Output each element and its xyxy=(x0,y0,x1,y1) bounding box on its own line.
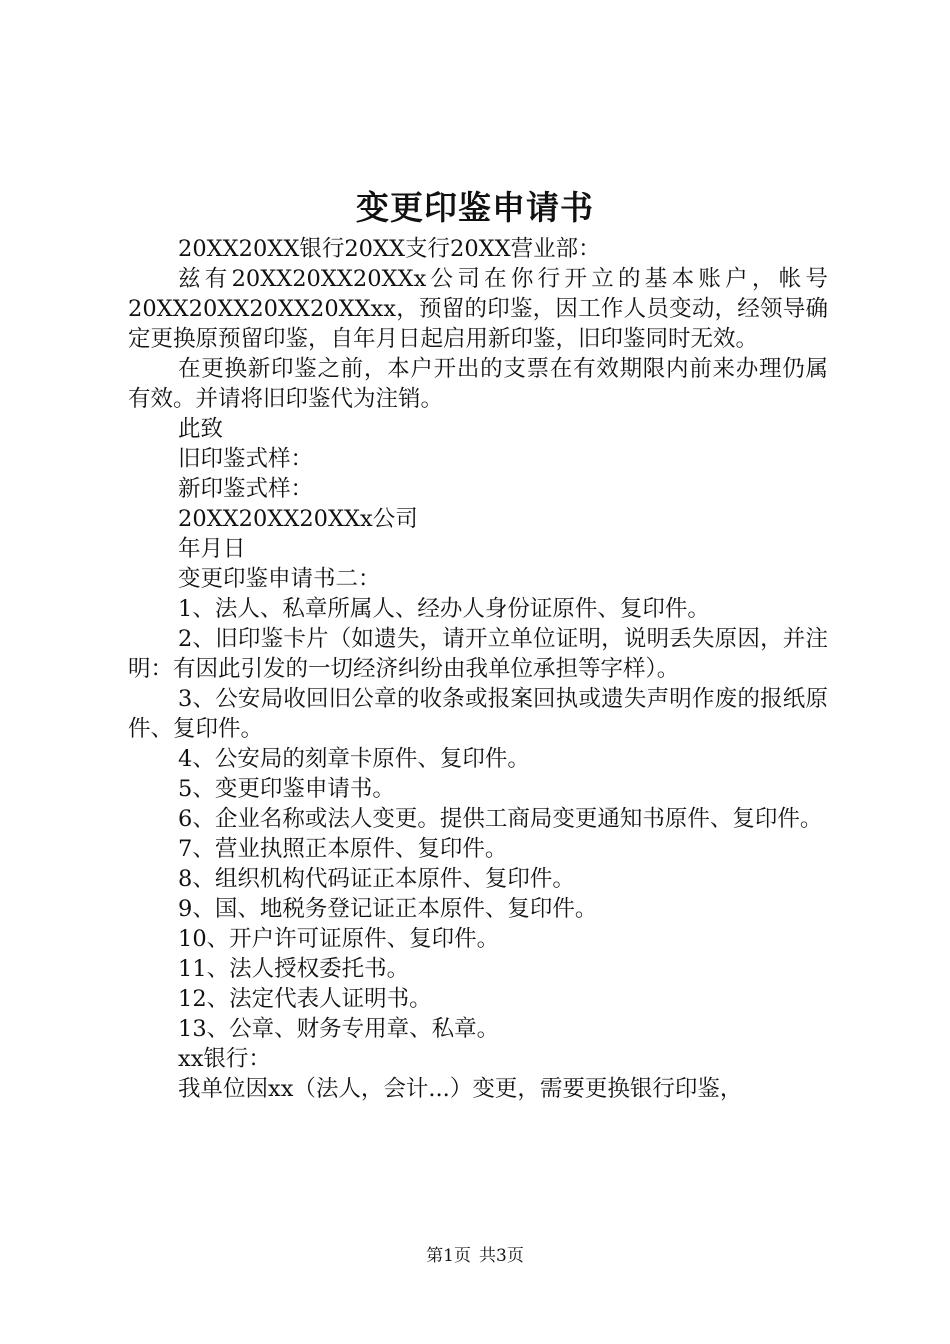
list-item: 4、公安局的刻章卡原件、复印件。 xyxy=(178,746,530,772)
page-number: 第1页 xyxy=(426,1246,471,1266)
page-footer xyxy=(0,1244,950,1268)
company-signature: 20XX20XX20XXx公司 xyxy=(178,506,418,532)
list-item: 5、变更印鉴申请书。 xyxy=(178,776,395,802)
list-item: 10、开户许可证原件、复印件。 xyxy=(178,926,500,952)
list-item: 2、旧印鉴卡片（如遗失，请开立单位证明，说明丢失原因，并注明：有因此引发的一切经济纠纷由我单位承担等字样）。 xyxy=(128,626,828,682)
list-item: 1、法人、私章所属人、经办人身份证原件、复印件。 xyxy=(178,596,710,622)
list-item: 3、公安局收回旧公章的收条或报案回执或遗失声明作废的报纸原件、复印件。 xyxy=(128,686,828,742)
list-item: 6、企业名称或法人变更。提供工商局变更通知书原件、复印件。 xyxy=(178,806,823,832)
new-seal-sample-label: 新印鉴式样： xyxy=(178,476,314,502)
old-seal-sample-label: 旧印鉴式样： xyxy=(178,446,314,472)
paragraph-change-notice: 我单位因xx（法人，会计...）变更，需要更换银行印鉴， xyxy=(178,1076,743,1102)
bank-addressee: xx银行： xyxy=(178,1046,271,1072)
page-total: 共3页 xyxy=(479,1246,524,1266)
paragraph-request: 兹有20XX20XX20XXx公司在你行开立的基本账户，帐号20XX20XX20XX20XXxx，预留的印鉴，因工作人员变动，经领导确定更换原预留印鉴，自年月日起启用新印鉴，旧印鉴同时无效。 xyxy=(128,266,828,352)
paragraph-validity: 在更换新印鉴之前，本户开出的支票在有效期限内前来办理仍属有效。并请将旧印鉴代为注销。 xyxy=(128,356,828,412)
paragraph-closing: 此致 xyxy=(178,416,224,442)
list-item: 7、营业执照正本原件、复印件。 xyxy=(178,836,508,862)
document-body xyxy=(128,234,828,1104)
list-item: 8、组织机构代码证正本原件、复印件。 xyxy=(178,866,575,892)
list-item: 11、法人授权委托书。 xyxy=(178,956,410,982)
list-item: 13、公章、财务专用章、私章。 xyxy=(178,1016,500,1042)
date-line: 年月日 xyxy=(178,536,246,562)
list-item: 12、法定代表人证明书。 xyxy=(178,986,432,1012)
section-heading: 变更印鉴申请书二： xyxy=(178,566,381,592)
paragraph-addressee: 20XX20XX银行20XX支行20XX营业部： xyxy=(178,236,601,262)
list-item: 9、国、地税务登记证正本原件、复印件。 xyxy=(178,896,598,922)
document-title: 变更印鉴申请书 xyxy=(356,188,594,227)
